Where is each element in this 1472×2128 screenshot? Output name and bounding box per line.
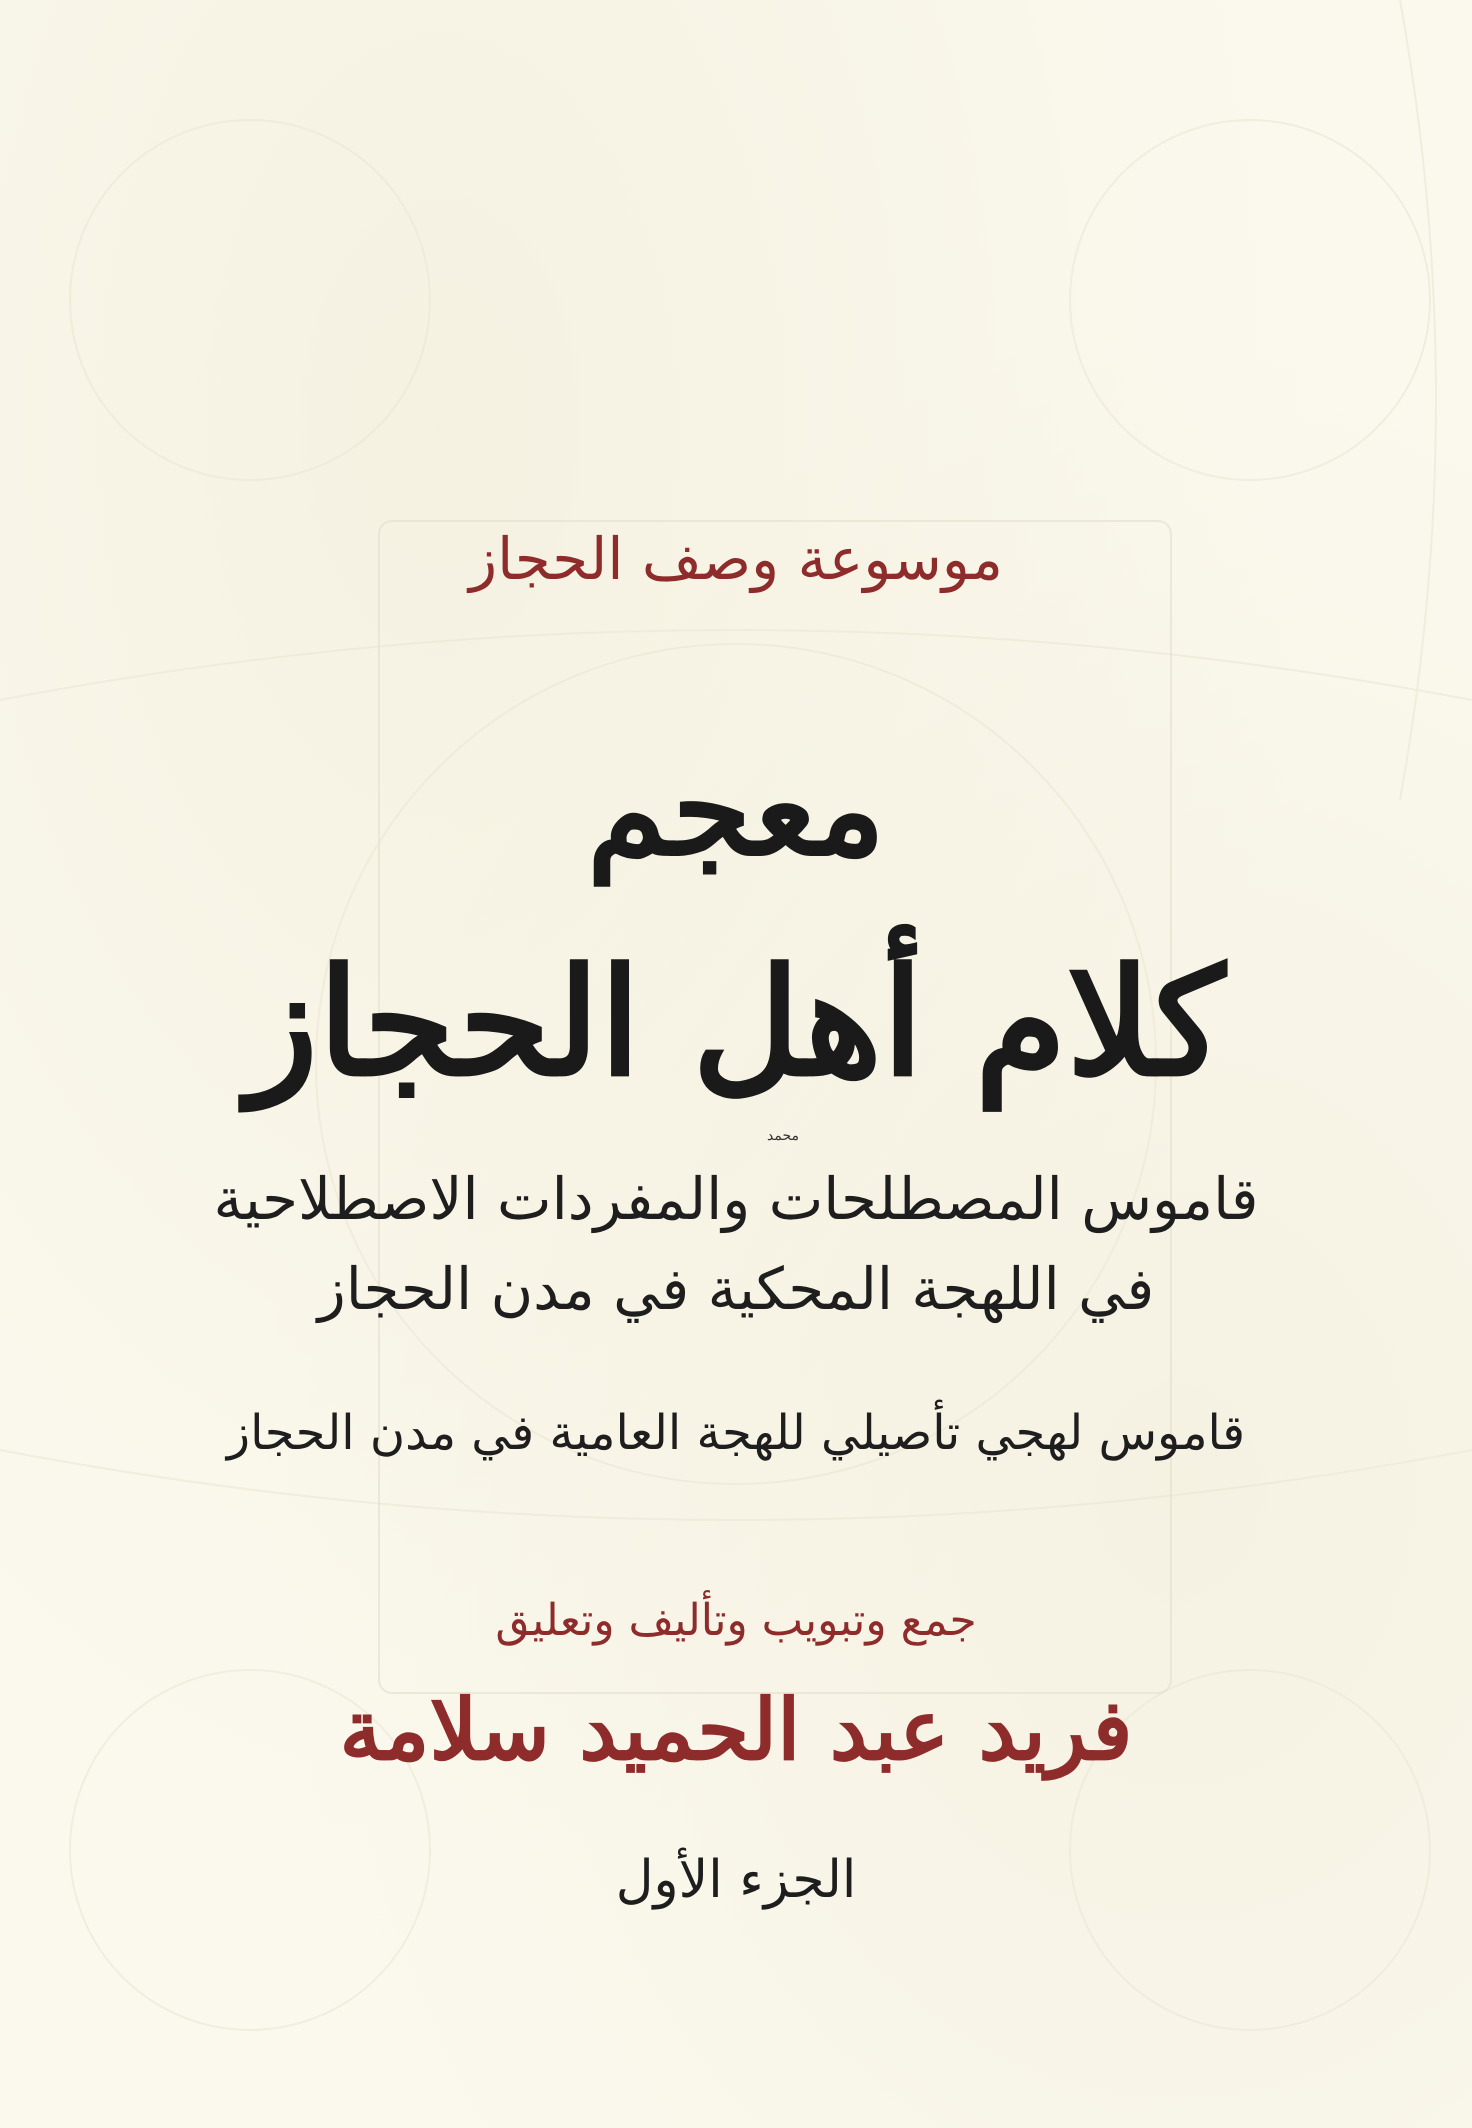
series-title: موسوعة وصف الحجاز (469, 525, 1003, 593)
main-title-line-1: معجم (586, 735, 886, 885)
subtitle-line-2: في اللهجة المحكية في مدن الحجاز (317, 1255, 1155, 1323)
volume-label: الجزء الأول (615, 1850, 857, 1910)
subtitle-line-3: قاموس لهجي تأصيلي للهجة العامية في مدن الحجاز (226, 1405, 1246, 1461)
author-name: فريد عبد الحميد سلامة (339, 1680, 1133, 1779)
calligrapher-signature: محمد (767, 1128, 799, 1144)
author-credit-label: جمع وتبويب وتأليف وتعليق (495, 1595, 977, 1646)
subtitle-line-1: قاموس المصطلحات والمفردات الاصطلاحية (213, 1165, 1259, 1233)
main-title-line-2: كلام أهل الحجاز (246, 935, 1226, 1109)
